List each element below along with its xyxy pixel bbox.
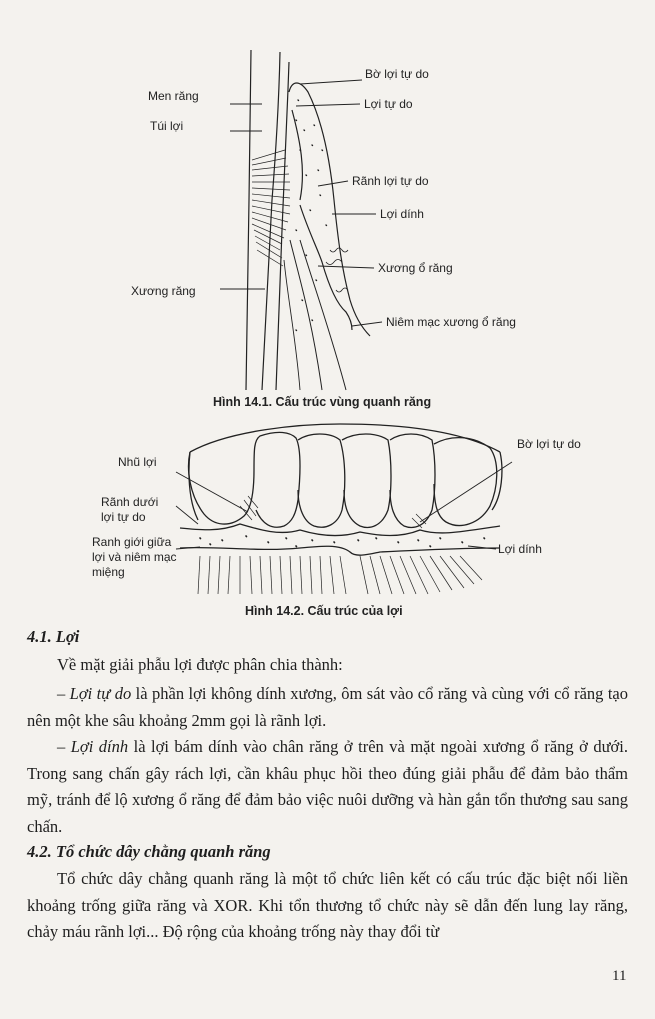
label-ranh-loi-tu-do: Rãnh lợi tự do bbox=[352, 174, 429, 188]
label-ranh-duoi-line2: lợi tự do bbox=[101, 510, 146, 524]
intro-text: Về mặt giải phẫu lợi được phân chia thành: bbox=[57, 655, 343, 674]
figure-14-2-caption: Hình 14.2. Cấu trúc của lợi bbox=[245, 604, 403, 618]
label-tui-loi: Túi lợi bbox=[150, 119, 184, 133]
label-xuong-o-rang: Xương ổ răng bbox=[378, 261, 453, 275]
label-men-rang: Men răng bbox=[148, 89, 199, 103]
label-xuong-rang: Xương răng bbox=[131, 284, 196, 298]
section-4-1-heading: 4.1. Lợi bbox=[27, 627, 80, 646]
section-4-2-paragraph bbox=[27, 866, 628, 946]
label-ranh-duoi-line1: Rãnh dưới bbox=[101, 495, 159, 509]
label-bo-loi-tu-do-2: Bờ lợi tự do bbox=[517, 437, 581, 451]
label-ranh-gioi-line2: lợi và niêm mạc bbox=[92, 550, 177, 564]
label-ranh-gioi-line3: miệng bbox=[92, 565, 125, 579]
section-4-1-intro bbox=[27, 652, 628, 679]
loi-dinh-term: – Lợi dính bbox=[57, 737, 129, 756]
loi-dinh-paragraph bbox=[27, 734, 628, 840]
label-bo-loi-tu-do: Bờ lợi tự do bbox=[365, 67, 429, 81]
section-4-2-text: Tổ chức dây chằng quanh răng là một tổ chức liên kết có cấu trúc đặc biệt nối liền khoảng trống giữa răng và XOR. Khi tổn thương tổ chức này sẽ dẫn đến lung lay răng, chảy máu rãnh lợi... Độ rộng của khoảng trống này thay đổi từ bbox=[27, 869, 628, 941]
label-ranh-gioi-line1: Ranh giới giữa bbox=[92, 535, 172, 549]
label-niem-mac: Niêm mạc xương ổ răng bbox=[386, 315, 516, 329]
label-nhu-loi: Nhũ lợi bbox=[118, 455, 157, 469]
page-number: 11 bbox=[612, 968, 627, 984]
loi-tu-do-term: – Lợi tự do bbox=[57, 684, 132, 703]
label-loi-dinh: Lợi dính bbox=[380, 207, 424, 221]
label-loi-tu-do: Lợi tự do bbox=[364, 97, 413, 111]
loi-tu-do-paragraph bbox=[27, 681, 628, 734]
loi-dinh-text: là lợi bám dính vào chân răng ở trên và mặt ngoài xương ổ răng ở dưới. Trong sang chấn gây rách lợi, cần khâu phục hồi theo đúng giải phẫu để đảm bảo thẩm mỹ, tránh để lộ xương ổ răng để đảm bảo việc nuôi dưỡng và hàn gắn tổn thương sau sang chấn. bbox=[27, 737, 628, 836]
label-loi-dinh-2: Lợi dính bbox=[498, 542, 542, 556]
section-4-2-heading: 4.2. Tổ chức dây chằng quanh răng bbox=[27, 842, 271, 861]
loi-tu-do-text: là phần lợi không dính xương, ôm sát vào cổ răng và cùng với cổ răng tạo nên một khe sâu khoảng 2mm gọi là rãnh lợi. bbox=[27, 684, 629, 730]
figure-14-1-caption: Hình 14.1. Cấu trúc vùng quanh răng bbox=[213, 395, 432, 409]
